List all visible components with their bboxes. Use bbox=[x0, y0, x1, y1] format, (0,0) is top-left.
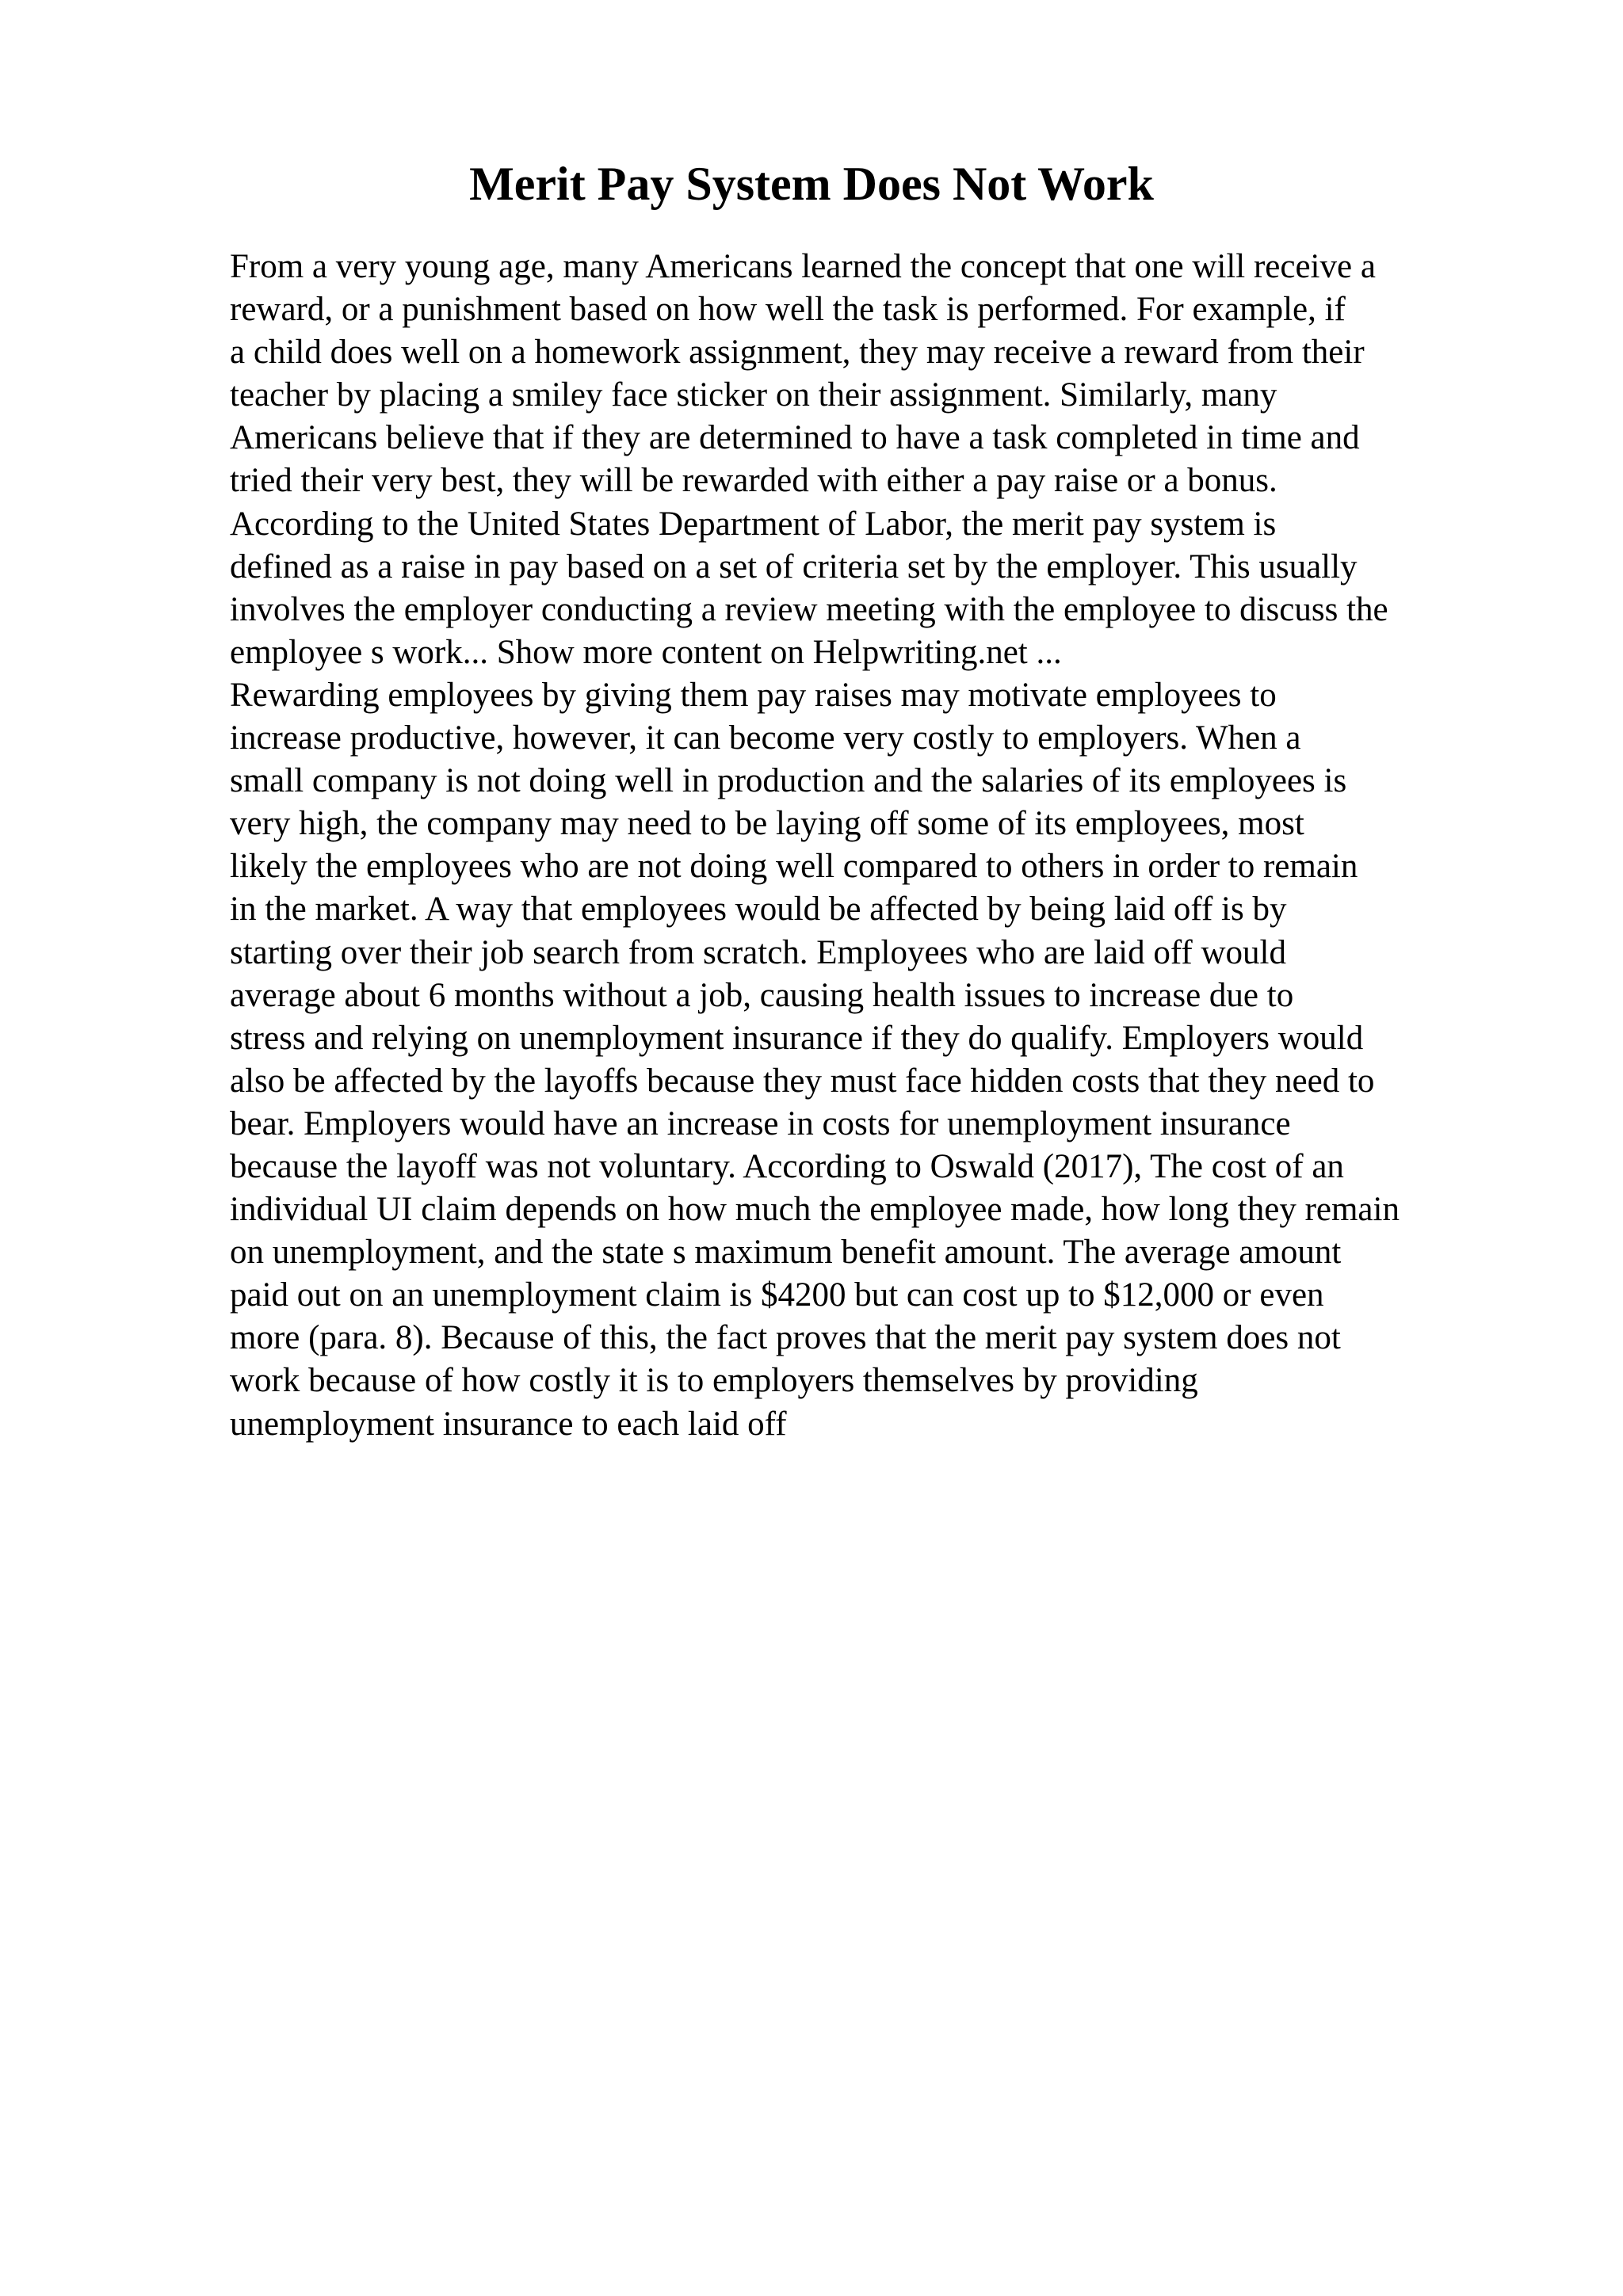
document-body bbox=[230, 246, 1514, 1446]
body-line: on unemployment, and the state s maximum benefit amount. The average amount bbox=[230, 1234, 1342, 1272]
body-line: increase productive, however, it can become very costly to employers. When a bbox=[230, 719, 1301, 757]
body-line: According to the United States Department of Labor, the merit pay system is bbox=[230, 505, 1277, 543]
body-line: involves the employer conducting a review meeting with the employee to discuss the bbox=[230, 590, 1388, 628]
body-line: starting over their job search from scratch. Employees who are laid off would bbox=[230, 933, 1286, 971]
body-line: likely the employees who are not doing well compared to others in order to remain bbox=[230, 848, 1358, 886]
body-line: small company is not doing well in production and the salaries of its employees is bbox=[230, 762, 1347, 800]
body-line: Rewarding employees by giving them pay raises may motivate employees to bbox=[230, 676, 1277, 714]
document-title: Merit Pay System Does Not Work bbox=[469, 158, 1154, 210]
body-line: bear. Employers would have an increase in costs for unemployment insurance bbox=[230, 1104, 1291, 1142]
body-line: very high, the company may need to be laying off some of its employees, most bbox=[230, 805, 1304, 843]
body-line: defined as a raise in pay based on a set of criteria set by the employer. This usually bbox=[230, 547, 1358, 585]
body-line: in the market. A way that employees would be affected by being laid off is by bbox=[230, 891, 1287, 929]
body-line: also be affected by the layoffs because they must face hidden costs that they need to bbox=[230, 1062, 1375, 1100]
body-line: a child does well on a homework assignment, they may receive a reward from their bbox=[230, 334, 1365, 372]
body-line: work because of how costly it is to employers themselves by providing bbox=[230, 1362, 1198, 1400]
body-line: From a very young age, many Americans learned the concept that one will receive a bbox=[230, 248, 1376, 285]
body-line: paid out on an unemployment claim is $4200 but can cost up to $12,000 or even bbox=[230, 1276, 1324, 1314]
body-line: stress and relying on unemployment insurance if they do qualify. Employers would bbox=[230, 1019, 1364, 1057]
body-line: Americans believe that if they are determined to have a task completed in time and bbox=[230, 419, 1360, 457]
body-line: teacher by placing a smiley face sticker on their assignment. Similarly, many bbox=[230, 376, 1277, 414]
body-line: more (para. 8). Because of this, the fact proves that the merit pay system does not bbox=[230, 1319, 1341, 1357]
body-line: tried their very best, they will be rewarded with either a pay raise or a bonus. bbox=[230, 462, 1277, 500]
body-line: because the layoff was not voluntary. According to Oswald (2017), The cost of an bbox=[230, 1147, 1344, 1185]
body-line: unemployment insurance to each laid off bbox=[230, 1405, 787, 1443]
body-line: employee s work... Show more content on Helpwriting.net ... bbox=[230, 633, 1062, 671]
body-line: individual UI claim depends on how much the employee made, how long they remain bbox=[230, 1191, 1400, 1229]
body-line: average about 6 months without a job, causing health issues to increase due to bbox=[230, 976, 1294, 1014]
body-line: reward, or a punishment based on how well the task is performed. For example, if bbox=[230, 291, 1346, 329]
